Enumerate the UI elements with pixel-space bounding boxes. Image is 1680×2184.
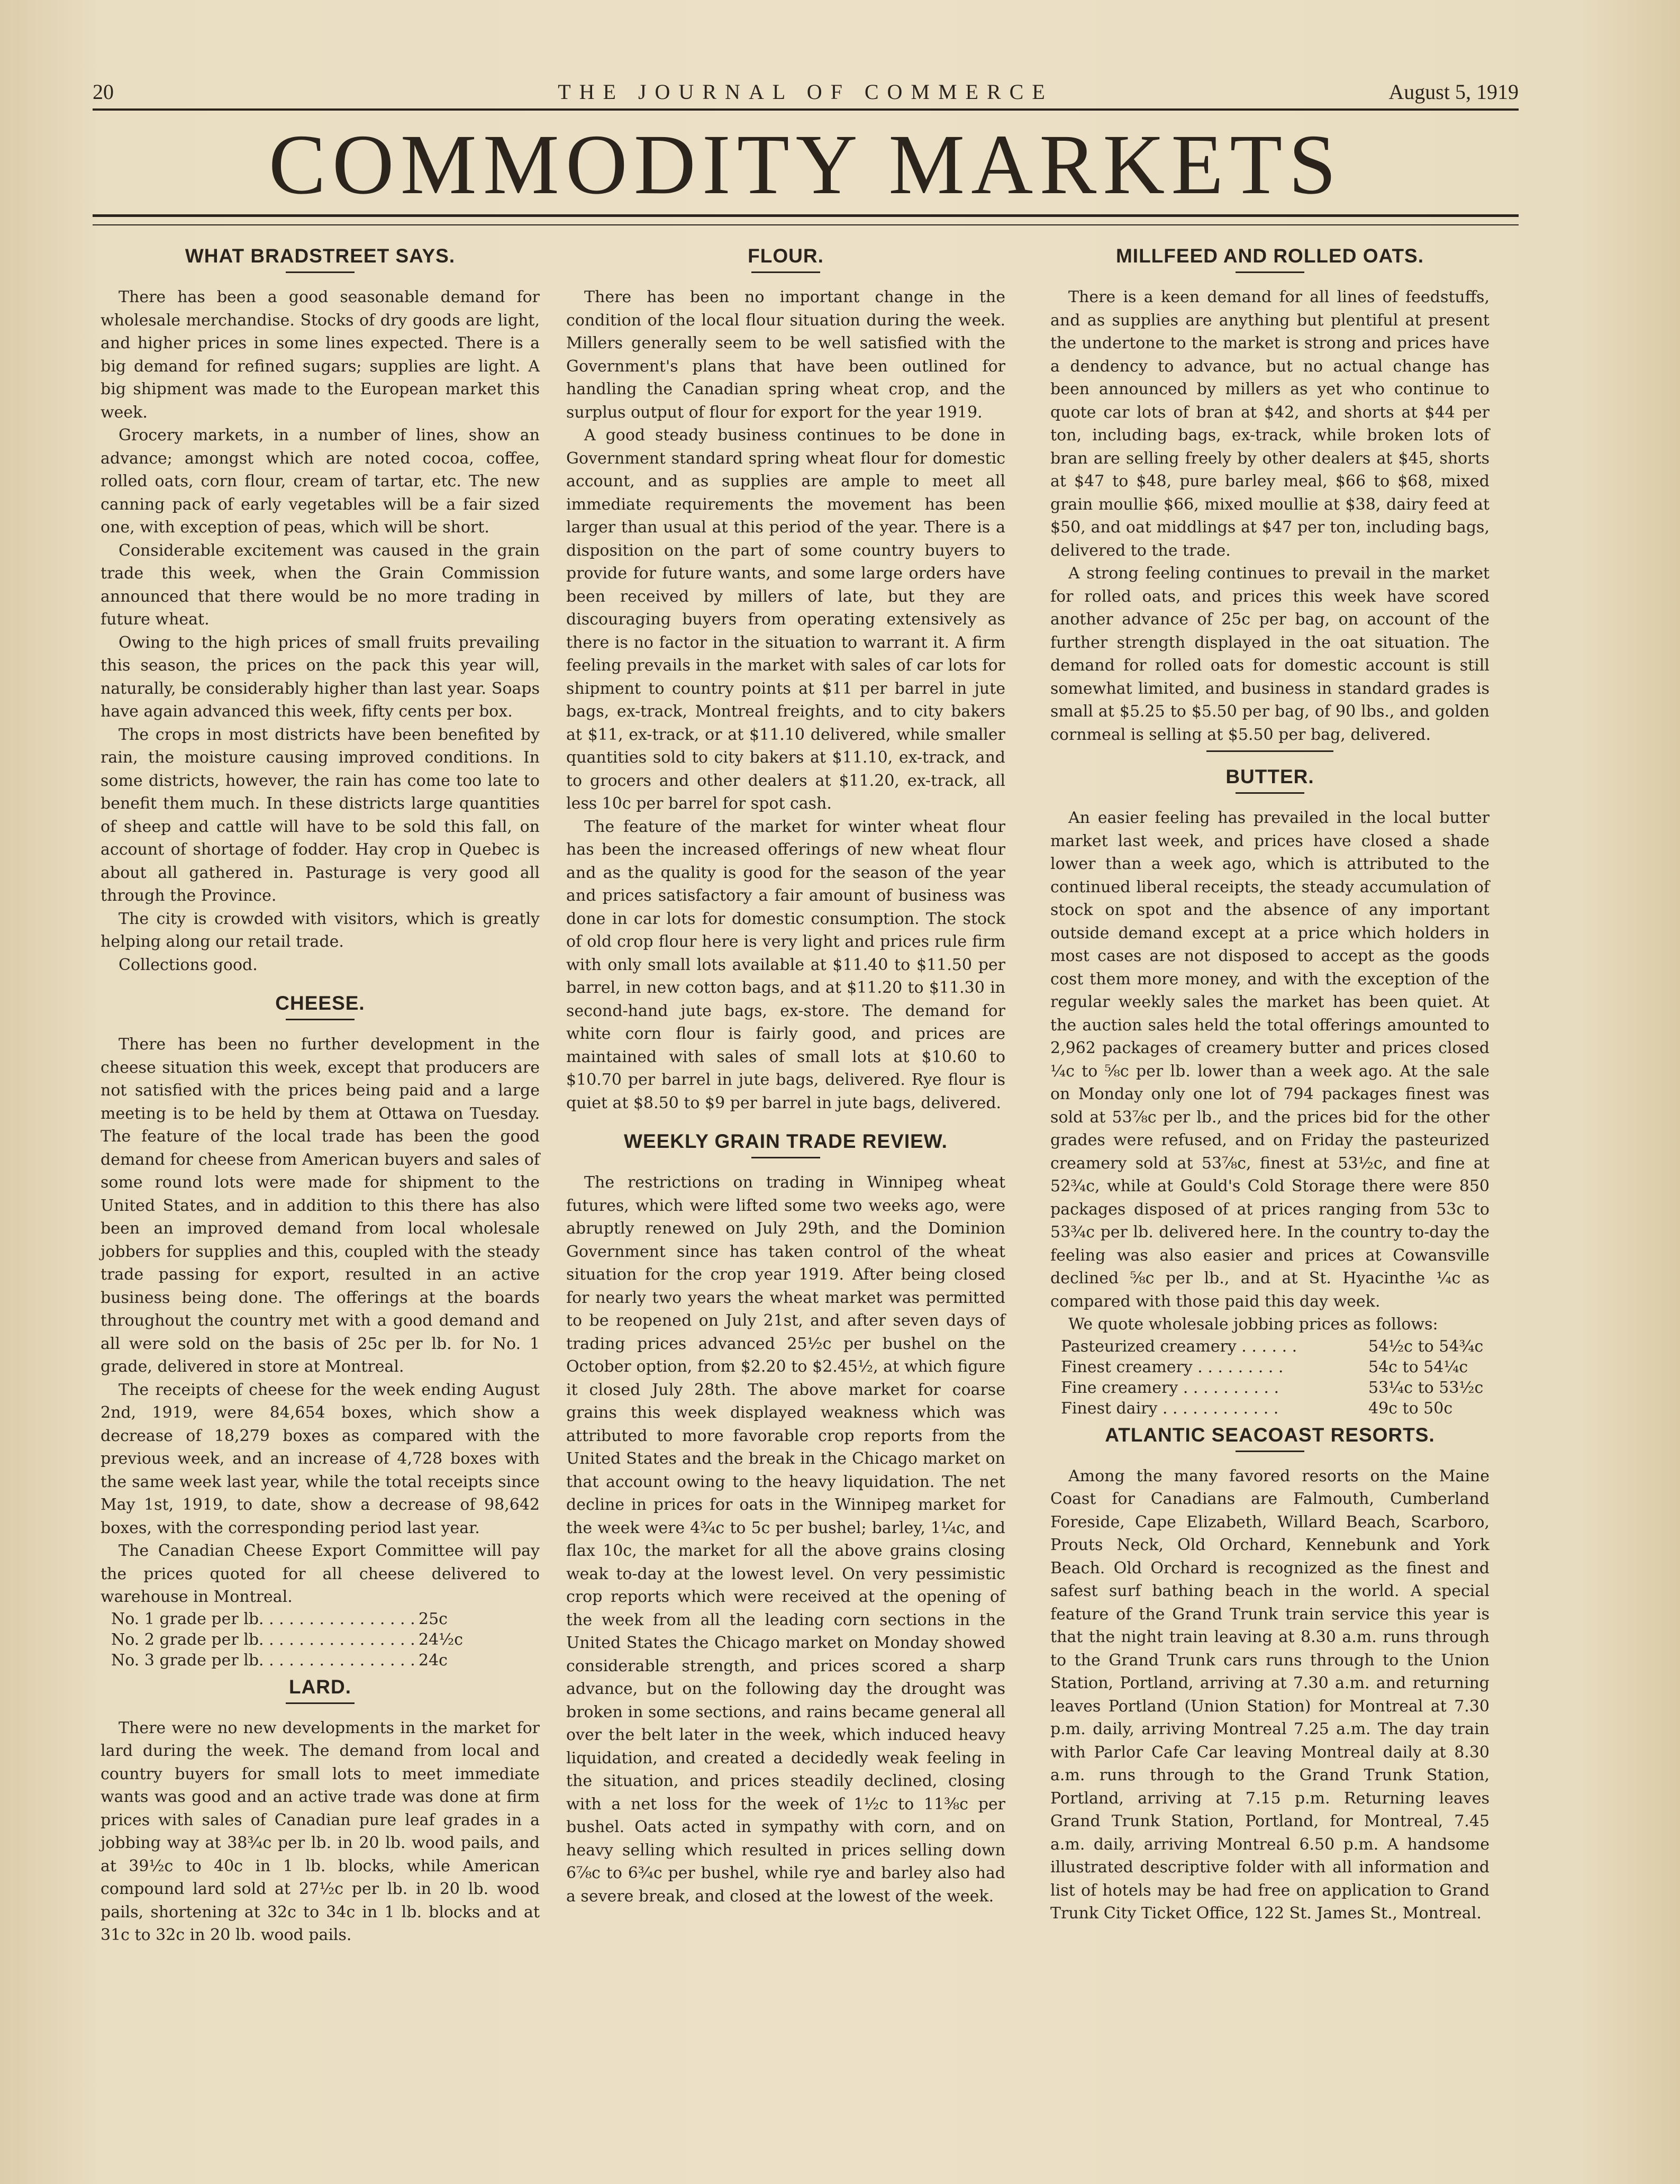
- butter-price-table: [1050, 1336, 1490, 1419]
- lard-heading: LARD.: [288, 1675, 352, 1698]
- heading-rule: [1236, 1451, 1304, 1452]
- price-row: [1050, 1357, 1490, 1378]
- price-value: 54c to 54¼c: [1368, 1357, 1468, 1376]
- millfeed-heading: MILLFEED AND ROLLED OATS.: [1115, 245, 1424, 267]
- bradstreet-paragraph: The city is crowded with visitors, which is greatly helping along our retail trade.: [101, 909, 540, 951]
- butter-article: [1050, 766, 1490, 1419]
- cheese-article: [101, 992, 540, 1671]
- butter-paragraph: An easier feeling has prevailed in the local butter market last week, and prices have closed a shade lower than a week ago, which is attributed to the continued liberal receipts, the steady accumulation of stock on spot and the absence of any important outside demand except at a price which holders in most cases are not disposed to accept as the goods cost them more money, and with the exception of the regular weekly sales the market has been quiet. At the auction sales held the total offerings amounted to 2,962 packages of creamery butter and prices closed ¼c to ⅝c per lb. lower than a week ago. At the sale on Monday only one lot of 794 packages finest was sold at 53⅞c per lb., and the prices bid for the other grades were refused, and on Friday the pasteurized creamery sold at 53⅞c, finest at 53½c, and fine at 52¾c, while at Gould's Cold Storage there were 850 packages disposed of at prices ranging from 53c to 53¾c per lb. delivered here. In the country to-day the feeling was also easier and prices at Cowansville declined ⅝c per lb., and at St. Hyacinthe ¼c as compared with those paid this day week.: [1050, 809, 1490, 1311]
- section-divider: [1206, 750, 1333, 752]
- issue-date: August 5, 1919: [1388, 80, 1519, 104]
- journal-name: THE JOURNAL OF COMMERCE: [558, 80, 1054, 104]
- atlantic-article: [1050, 1424, 1490, 1925]
- page-header: [93, 79, 1519, 111]
- flour-paragraph: There has been no important change in the condition of the local flour situation during the week. Millers generally seem to be well satisfied with the Government's plans that have been outlined for handling the Canadian spring wheat crop, and the surplus output of flour for export for the year 1919.: [566, 288, 1005, 422]
- cheese-price-table: [101, 1609, 540, 1671]
- price-value: 24½c: [419, 1630, 464, 1649]
- price-value: 53¼c to 53½c: [1368, 1378, 1484, 1397]
- atlantic-heading: ATLANTIC SEACOAST RESORTS.: [1105, 1424, 1435, 1446]
- heading-rule: [286, 1702, 355, 1704]
- price-row: [101, 1609, 540, 1629]
- bradstreet-article: [101, 245, 540, 976]
- price-label: No. 2 grade per lb. . . . . . . . . . . . . . . .: [111, 1630, 415, 1649]
- page-title: COMMODITY MARKETS: [268, 117, 1343, 212]
- bradstreet-paragraph: The crops in most districts have been benefited by rain, the moisture causing improved conditions. In some districts, however, the rain has come too late to benefit them much. In these districts large quantities of sheep and cattle will have to be sold this fall, on account of shortage of fodder. Hay crop in Quebec is about all gathered in. Pasturage is very good all through the Province.: [101, 725, 540, 905]
- cheese-heading: CHEESE.: [275, 992, 365, 1014]
- price-value: 54½c to 54¾c: [1368, 1337, 1484, 1356]
- price-label: No. 1 grade per lb. . . . . . . . . . . . . . . .: [111, 1609, 415, 1628]
- price-row: [1050, 1398, 1490, 1419]
- heading-rule: [1236, 271, 1304, 273]
- column-left: [101, 241, 540, 1947]
- cheese-paragraph: There has been no further development in the cheese situation this week, except that producers are not satisfied with the prices being paid and a large meeting is to be held by them at Ottawa on Tuesday. The feature of the local trade has been the good demand for cheese from American buyers and sales of some round lots were made for shipment to the United States, and in addition to this there has also been an improved demand from local wholesale jobbers for supplies and this, coupled with the steady trade passing for export, resulted in an active business being done. The offerings at the boards throughout the country met with a good demand and all were sold on the basis of 25c per lb. for No. 1 grade, delivered in store at Montreal.: [101, 1035, 540, 1376]
- heading-rule: [751, 271, 820, 273]
- column-right: [1050, 241, 1490, 1925]
- heading-rule: [1236, 792, 1304, 794]
- bradstreet-heading: WHAT BRADSTREET SAYS.: [185, 245, 456, 267]
- price-label: Finest dairy . . . . . . . . . . . .: [1061, 1399, 1279, 1418]
- column-middle: [566, 241, 1005, 1908]
- bradstreet-paragraph: Collections good.: [119, 955, 258, 974]
- flour-heading: FLOUR.: [748, 245, 824, 267]
- cheese-paragraph: The Canadian Cheese Export Committee will pay the prices quoted for all cheese delivered to warehouse in Montreal.: [101, 1542, 540, 1606]
- millfeed-paragraph: There is a keen demand for all lines of feedstuffs, and as supplies are anything but plentiful at present the undertone to the market is strong and prices have a dendency to advance, but no actual change has been announced by millers as yet who continue to quote car lots of bran at $42, and shorts at $44 per ton, including bags, ex-track, while broken lots of bran are selling freely by other dealers at $45, shorts at $47 to $48, pure barley meal, $66 to $68, mixed grain moullie $66, mixed moullie at $38, dairy feed at $50, and oat middlings at $47 per ton, including bags, delivered to the trade.: [1050, 288, 1490, 560]
- flour-paragraph: A good steady business continues to be done in Government standard spring wheat flour for domestic account, and as supplies are ample to meet all immediate requirements the movement has been larger than usual at this period of the year. There is a disposition on the part of some country buyers to provide for future wants, and some large orders have been received by millers of late, but they are discouraging buyers from operating extensively as there is no factor in the situation to warrant it. A firm feeling prevails in the market with sales of car lots for shipment to country points at $11 per barrel in jute bags, ex-track, Montreal freights, and to city bakers at $11, ex-track, or at $11.10 delivered, while smaller quantities sold to city bakers at $11.10, ex-track, and to grocers and other dealers at $11.20, ex-track, all less 10c per barrel for spot cash.: [566, 426, 1005, 813]
- heading-rule: [286, 271, 355, 273]
- price-value: 49c to 50c: [1368, 1399, 1453, 1418]
- grain-heading: WEEKLY GRAIN TRADE REVIEW.: [624, 1130, 948, 1152]
- butter-paragraph: We quote wholesale jobbing prices as follows:: [1068, 1315, 1438, 1334]
- cheese-paragraph: The receipts of cheese for the week ending August 2nd, 1919, were 84,654 boxes, which show a decrease of 18,279 boxes as compared with the previous week, and an increase of 4,728 boxes with the same week last year, while the total receipts since May 1st, 1919, to date, show a decrease of 98,642 boxes, with the corresponding period last year.: [101, 1380, 540, 1537]
- price-value: 24c: [419, 1651, 448, 1670]
- bradstreet-paragraph: Grocery markets, in a number of lines, show an advance; amongst which are noted cocoa, coffee, rolled oats, corn flour, cream of tartar, etc. The new canning pack of early vegetables will be a fair sized one, with exception of peas, which will be short.: [101, 426, 540, 537]
- flour-article: [566, 245, 1005, 1114]
- bradstreet-paragraph: Owing to the high prices of small fruits prevailing this season, the prices on the pack this year will, naturally, be considerably higher than last year. Soaps have again advanced this week, fifty cents per box.: [101, 633, 540, 721]
- title-double-rule: [93, 214, 1519, 225]
- price-label: Pasteurized creamery . . . . . .: [1061, 1337, 1297, 1356]
- price-label: Fine creamery . . . . . . . . . .: [1061, 1378, 1279, 1397]
- price-row: [101, 1629, 540, 1650]
- grain-paragraph: The restrictions on trading in Winnipeg wheat futures, which were lifted some two weeks ago, were abruptly renewed on July 29th, and the Dominion Government since has taken control of the wheat situation for the crop year 1919. After being closed for nearly two years the wheat market was permitted to be reopened on July 21st, and after seven days of trading prices advanced 25½c per bushel on the October option, from $2.20 to $2.45½, at which figure it closed July 28th. The above market for coarse grains this week displayed weakness which was attributed to more favorable crop reports from the United States and the break in the Chicago market on that account owing to the heavy liquidation. The net decline in prices for oats in the Winnipeg market for the week were 4¾c to 5c per bushel; barley, 1¼c, and flax 10c, the market for all the above grains closing weak to-day at the lowest level. On very pessimistic crop reports which were received at the opening of the week from all the leading corn sections in the United States the Chicago market on Monday showed considerable strength, and prices scored a sharp advance, but on the following day the drought was broken in some sections, and rains became general all over the belt later in the week, which induced heavy liquidation, and created a decidedly weak feeling in the situation, and prices steadily declined, closing with a net loss for the week of 1½c to 11⅜c per bushel. Oats acted in sympathy with corn, and on heavy selling which resulted in prices selling down 6⅞c to 6¾c per bushel, while rye and barley also had a severe break, and closed at the lowest of the week.: [566, 1173, 1005, 1906]
- millfeed-article: [1050, 245, 1490, 746]
- price-value: 25c: [419, 1609, 448, 1628]
- bradstreet-paragraph: There has been a good seasonable demand for wholesale merchandise. Stocks of dry goods are light, and higher prices in some lines expected. There is a big demand for refined sugars; supplies are light. A big shipment was made to the European market this week.: [101, 288, 540, 422]
- page-number: 20: [93, 80, 114, 104]
- millfeed-paragraph: A strong feeling continues to prevail in the market for rolled oats, and prices this week have scored another advance of 25c per bag, on account of the further strength displayed in the oat situation. The demand for rolled oats for domestic account is still somewhat limited, and business in standard grades is small at $5.25 to $5.50 per bag, of 90 lbs., and golden cornmeal is selling at $5.50 per bag, delivered.: [1050, 564, 1490, 744]
- bradstreet-paragraph: Considerable excitement was caused in the grain trade this week, when the Grain Commission announced that there would be no more trading in future wheat.: [101, 541, 540, 629]
- price-label: Finest creamery . . . . . . . . .: [1061, 1357, 1284, 1376]
- price-label: No. 3 grade per lb. . . . . . . . . . . . . . . .: [111, 1651, 415, 1670]
- header-rule: [93, 108, 1519, 111]
- price-row: [1050, 1378, 1490, 1398]
- butter-heading: BUTTER.: [1225, 766, 1314, 787]
- heading-rule: [286, 1019, 355, 1020]
- price-row: [1050, 1336, 1490, 1357]
- price-row: [101, 1650, 540, 1671]
- atlantic-paragraph: Among the many favored resorts on the Maine Coast for Canadians are Falmouth, Cumberland Foreside, Cape Elizabeth, Willard Beach, Scarboro, Prouts Neck, Old Orchard, Kennebunk and York Beach. Old Orchard is recognized as the finest and safest surf bathing beach in the world. A special feature of the Grand Trunk train service this year is that the night train leaving at 8.30 a.m. runs through to the Grand Trunk cars runs through to the Union Station, Portland, arriving at 7.30 a.m. and returning leaves Portland (Union Station) for Montreal at 7.30 p.m. daily, arriving Montreal 7.25 a.m. The day train with Parlor Cafe Car leaving Montreal daily at 8.30 a.m. runs through to the Grand Trunk Station, Portland, arriving at 7.15 p.m. Returning leaves Grand Trunk Station, Portland, for Montreal, 7.45 a.m. daily, arriving Montreal 6.50 p.m. A handsome illustrated descriptive folder with all information and list of hotels may be had free on application to Grand Trunk City Ticket Office, 122 St. James St., Montreal.: [1050, 1466, 1490, 1923]
- lard-article: [101, 1676, 540, 1947]
- grain-article: [566, 1130, 1005, 1908]
- heading-rule: [751, 1157, 820, 1158]
- flour-paragraph: The feature of the market for winter wheat flour has been the increased offerings of new wheat flour and as the quality is good for the season of the year and prices satisfactory a fair amount of business was done in car lots for domestic consumption. The stock of old crop flour here is very light and prices rule firm with only small lots available at $11.40 to $11.50 per barrel, in new cotton bags, and at $11.20 to $11.30 in second-hand jute bags, ex-store. The demand for white corn flour is fairly good, and prices are maintained with sales of small lots at $10.60 to $10.70 per barrel in jute bags, delivered. Rye flour is quiet at $8.50 to $9 per barrel in jute bags, delivered.: [566, 817, 1005, 1112]
- lard-paragraph: There were no new developments in the market for lard during the week. The demand from local and country buyers for small lots to meet immediate wants was good and an active trade was done at firm prices with sales of Canadian pure leaf grades in a jobbing way at 38¾c per lb. in 20 lb. wood pails, and at 39½c to 40c in 1 lb. blocks, while American compound lard sold at 27½c per lb. in 20 lb. wood pails, shortening at 32c to 34c in 1 lb. blocks and at 31c to 32c in 20 lb. wood pails.: [101, 1718, 540, 1944]
